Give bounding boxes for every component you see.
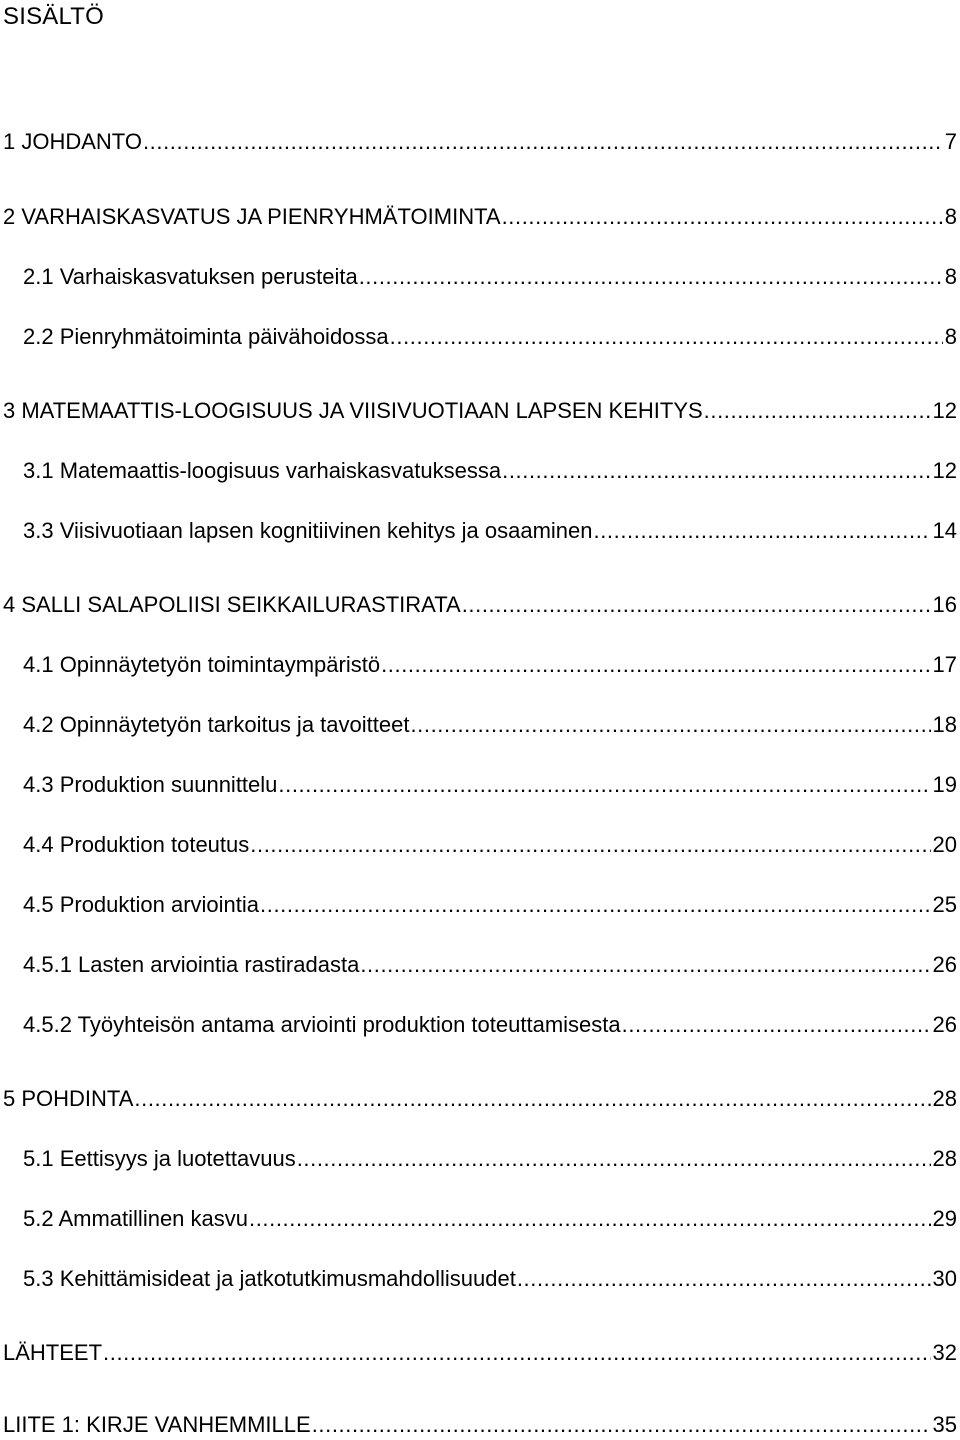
toc-entry-page: 17 [932, 652, 957, 677]
toc-entry-page: 32 [932, 1340, 957, 1365]
toc-entry-page: 35 [932, 1412, 957, 1437]
toc-entry-label: 5 POHDINTA [3, 1086, 134, 1111]
toc-entry-page: 14 [932, 518, 957, 543]
toc-entry[interactable] [0, 456, 957, 486]
toc-entry-page: 19 [932, 772, 957, 797]
toc-entry-page: 7 [944, 129, 957, 154]
toc-entry-page: 16 [932, 592, 957, 617]
toc-entry[interactable] [0, 830, 957, 860]
toc-title: SISÄLTÖ [3, 3, 104, 30]
toc-entry[interactable] [0, 1144, 957, 1174]
toc-entry[interactable] [0, 710, 957, 740]
toc-entry-page: 18 [932, 712, 957, 737]
toc-entry-label: 3.3 Viisivuotiaan lapsen kognitiivinen kehitys ja osaaminen [23, 518, 593, 543]
dot-leader [134, 1084, 930, 1114]
toc-entry-label: 4.5.1 Lasten arviointia rastiradasta [23, 952, 360, 977]
toc-entry-label: 4.5 Produktion arviointia [23, 892, 260, 917]
toc-entry[interactable] [0, 396, 957, 426]
toc-entry-page: 20 [932, 832, 957, 857]
dot-leader [249, 1204, 931, 1234]
toc-entry[interactable] [0, 1338, 957, 1368]
dot-leader [360, 950, 930, 980]
dot-leader [103, 1338, 930, 1368]
toc-entry[interactable] [0, 202, 957, 232]
toc-entry-label: 4.2 Opinnäytetyön tarkoitus ja tavoitteet [23, 712, 410, 737]
toc-entry-page: 26 [932, 1012, 957, 1037]
toc-entry-page: 28 [932, 1086, 957, 1111]
toc-entry-label: 5.2 Ammatillinen kasvu [23, 1206, 248, 1231]
toc-entry[interactable] [0, 890, 957, 920]
toc-entry-page: 8 [944, 324, 957, 349]
toc-entry-label: 3.1 Matemaattis-loogisuus varhaiskasvatuksessa [23, 458, 502, 483]
toc-entry-label: 4.3 Produktion suunnittelu [23, 772, 278, 797]
dot-leader [410, 710, 930, 740]
toc-entry-page: 26 [932, 952, 957, 977]
toc-entry-label: 4.5.2 Työyhteisön antama arviointi produktion toteuttamisesta [23, 1012, 621, 1037]
toc-entry-label: LÄHTEET [3, 1340, 103, 1365]
dot-leader [359, 262, 943, 292]
toc-entry[interactable] [0, 322, 957, 352]
dot-leader [462, 590, 931, 620]
toc-entry-page: 12 [932, 458, 957, 483]
toc-entry[interactable] [0, 1410, 957, 1440]
toc-entry-label: LIITE 1: KIRJE VANHEMMILLE [3, 1412, 311, 1437]
toc-entry[interactable] [0, 262, 957, 292]
toc-entry[interactable] [0, 650, 957, 680]
toc-entry-page: 8 [944, 264, 957, 289]
toc-entry[interactable] [0, 590, 957, 620]
dot-leader [704, 396, 931, 426]
dot-leader [297, 1144, 931, 1174]
dot-leader [381, 650, 930, 680]
toc-entry[interactable] [0, 1010, 957, 1040]
dot-leader [260, 890, 930, 920]
toc-entry-page: 25 [932, 892, 957, 917]
toc-entry-label: 2.2 Pienryhmätoiminta päivähoidossa [23, 324, 389, 349]
toc-entry-label: 4.1 Opinnäytetyön toimintaympäristö [23, 652, 381, 677]
dot-leader [502, 202, 943, 232]
toc-entry[interactable] [0, 1264, 957, 1294]
toc-entry[interactable] [0, 1084, 957, 1114]
toc-entry-label: 5.3 Kehittämisideat ja jatkotutkimusmahdollisuudet [23, 1266, 516, 1291]
toc-entry-label: 3 MATEMAATTIS-LOOGISUUS JA VIISIVUOTIAAN LAPSEN KEHITYS [3, 398, 703, 423]
dot-leader [594, 516, 931, 546]
dot-leader [312, 1410, 931, 1440]
dot-leader [390, 322, 943, 352]
toc-entry[interactable] [0, 950, 957, 980]
toc-entry-label: 4.4 Produktion toteutus [23, 832, 250, 857]
toc-entry[interactable] [0, 127, 957, 157]
dot-leader [622, 1010, 931, 1040]
toc-entry-page: 29 [932, 1206, 957, 1231]
dot-leader [143, 127, 943, 157]
toc-entry-label: 2 VARHAISKASVATUS JA PIENRYHMÄTOIMINTA [3, 204, 501, 229]
dot-leader [250, 830, 930, 860]
dot-leader [517, 1264, 931, 1294]
toc-entry[interactable] [0, 770, 957, 800]
toc-entry-page: 30 [932, 1266, 957, 1291]
dot-leader [502, 456, 930, 486]
dot-leader [278, 770, 930, 800]
toc-entry-label: 5.1 Eettisyys ja luotettavuus [23, 1146, 296, 1171]
toc-entry-label: 1 JOHDANTO [3, 129, 142, 154]
toc-entry-label: 2.1 Varhaiskasvatuksen perusteita [23, 264, 358, 289]
toc-entry-page: 8 [944, 204, 957, 229]
toc-entry-label: 4 SALLI SALAPOLIISI SEIKKAILURASTIRATA [3, 592, 461, 617]
toc-entry-page: 28 [932, 1146, 957, 1171]
toc-entry[interactable] [0, 516, 957, 546]
toc-entry[interactable] [0, 1204, 957, 1234]
toc-entry-page: 12 [932, 398, 957, 423]
